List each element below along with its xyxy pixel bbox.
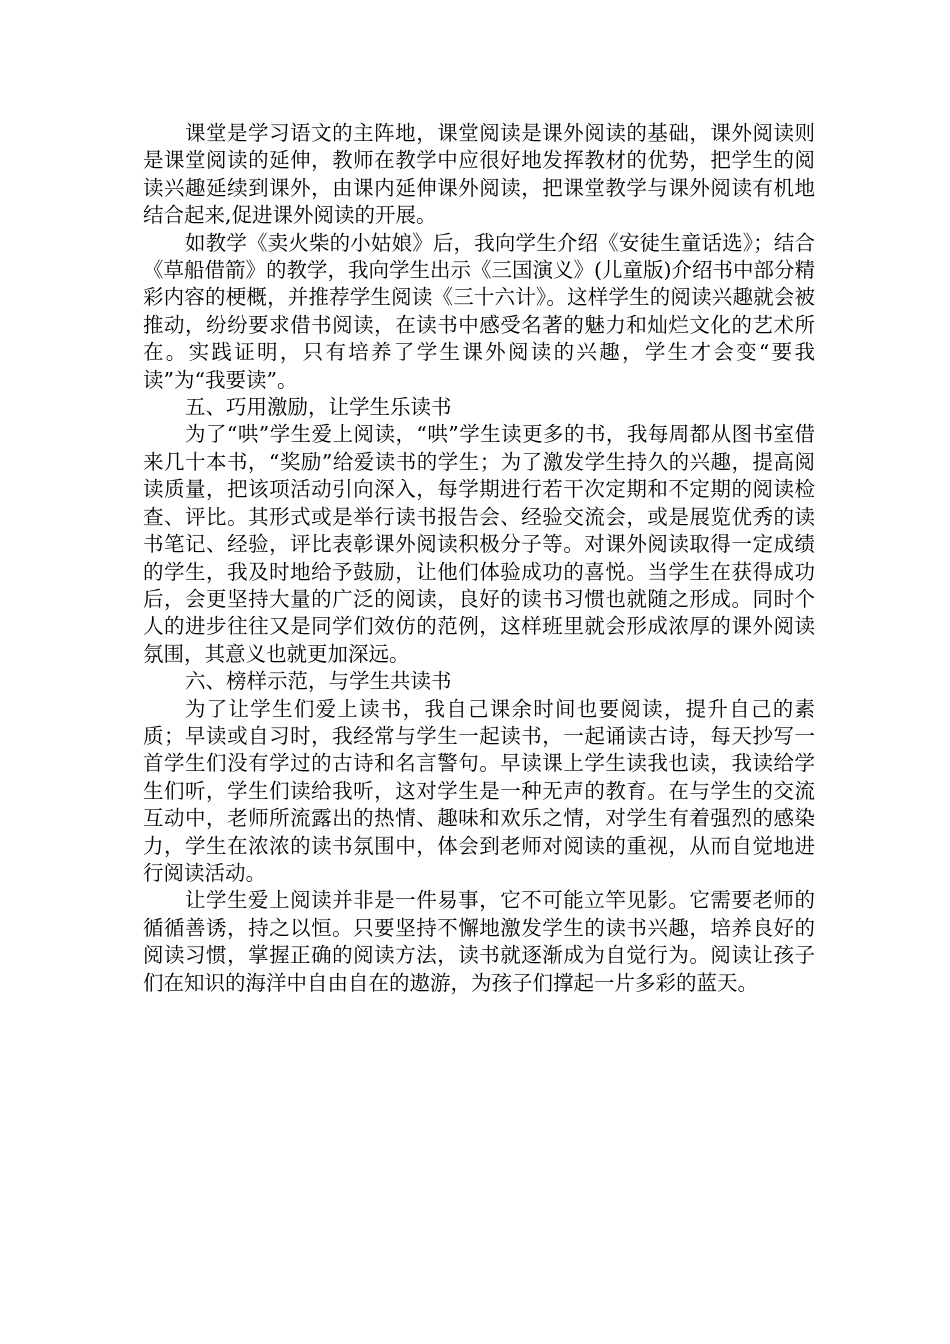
paragraph-role-model: 为了让学生们爱上读书，我自己课余时间也要阅读，提升自己的素质；早读或自习时，我经常与学生一起读书，一起诵读古诗，每天抄写一首学生们没有学过的古诗和名言警句。早读课上学生读我也读，我读给学生们听，学生们读给我听，这对学生是一种无声的教育。在与学生的交流互动中，老师所流露出的热情、趣味和欢乐之情，对学生有着强烈的感染力，学生在浓浓的读书氛围中，体会到老师对阅读的重视，从而自觉地进行阅读活动。 xyxy=(143,696,815,885)
document-body xyxy=(143,120,815,997)
paragraph-classroom-reading: 课堂是学习语文的主阵地，课堂阅读是课外阅读的基础，课外阅读则是课堂阅读的延伸，教师在教学中应很好地发挥教材的优势，把学生的阅读兴趣延续到课外，由课内延伸课外阅读，把课堂教学与课外阅读有机地结合起来,促进课外阅读的开展。 xyxy=(143,121,815,228)
section-heading-six: 六、榜样示范，与学生共读书 xyxy=(185,669,452,694)
paragraph-teaching-examples: 如教学《卖火柴的小姑娘》后，我向学生介绍《安徒生童话选》；结合《草船借箭》的教学，我向学生出示《三国演义》(儿童版)介绍书中部分精彩内容的梗概，并推荐学生阅读《三十六计》。这样学生的阅读兴趣就会被推动，纷纷要求借书阅读，在读书中感受名著的魅力和灿烂文化的艺术所在。实践证明，只有培养了学生课外阅读的兴趣，学生才会变“要我读”为“我要读”。 xyxy=(143,230,815,392)
section-heading-five: 五、巧用激励，让学生乐读书 xyxy=(185,395,452,420)
paragraph-conclusion: 让学生爱上阅读并非是一件易事，它不可能立竿见影。它需要老师的循循善诱，持之以恒。只要坚持不懈地激发学生的读书兴趣，培养良好的阅读习惯，掌握正确的阅读方法，读书就逐渐成为自觉行为。阅读让孩子们在知识的海洋中自由自在的遨游，为孩子们撑起一片多彩的蓝天。 xyxy=(143,888,815,995)
paragraph-encouragement: 为了“哄”学生爱上阅读，“哄”学生读更多的书，我每周都从图书室借来几十本书，“奖励”给爱读书的学生；为了激发学生持久的兴趣，提高阅读质量，把该项活动引向深入，每学期进行若干次定期和不定期的阅读检查、评比。其形式或是举行读书报告会、经验交流会，或是展览优秀的读书笔记、经验，评比表彰课外阅读积极分子等。对课外阅读取得一定成绩的学生，我及时地给予鼓励，让他们体验成功的喜悦。当学生在获得成功后，会更坚持大量的广泛的阅读，良好的读书习惯也就随之形成。同时个人的进步往往又是同学们效仿的范例，这样班里就会形成浓厚的课外阅读氛围，其意义也就更加深远。 xyxy=(143,422,815,666)
